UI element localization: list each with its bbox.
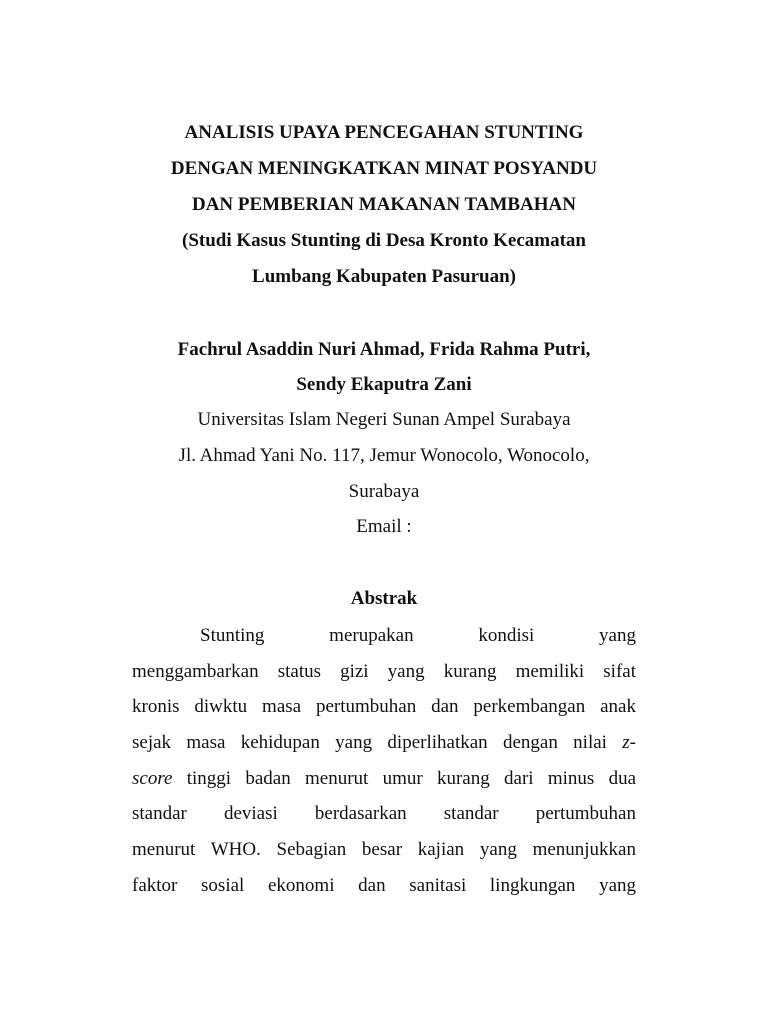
abstract-line-4 xyxy=(132,725,636,761)
abstract-line-1: Stunting merupakan kondisi yang xyxy=(200,625,636,646)
abstract-line-6: standar deviasi berdasarkan standar pertumbuhan xyxy=(132,803,636,825)
address-line-2: Surabaya xyxy=(348,481,420,502)
abstract-zscore-prefix: z- xyxy=(622,732,636,754)
subtitle-line-2: Lumbang Kabupaten Pasuruan) xyxy=(252,266,516,287)
title-line-3: DAN PEMBERIAN MAKANAN TAMBAHAN xyxy=(191,194,577,215)
abstract-heading: Abstrak xyxy=(350,588,418,609)
abstract-line-7: menurut WHO. Sebagian besar kajian yang menunjukkan xyxy=(132,839,636,861)
abstract-line-5 xyxy=(132,761,636,797)
title-line-2: DENGAN MENINGKATKAN MINAT POSYANDU xyxy=(170,158,598,179)
authors-line-1: Fachrul Asaddin Nuri Ahmad, Frida Rahma Putri, xyxy=(177,339,591,360)
address-line-1: Jl. Ahmad Yani No. 117, Jemur Wonocolo, Wonocolo, xyxy=(178,445,590,466)
abstract-line-4-text: sejak masa kehidupan yang diperlihatkan dengan nilai xyxy=(132,732,607,754)
authors-line-2: Sendy Ekaputra Zani xyxy=(296,374,472,395)
email-label: Email : xyxy=(356,516,412,537)
abstract-body xyxy=(132,618,636,904)
abstract-line-3: kronis diwktu masa pertumbuhan dan perkembangan anak xyxy=(132,696,636,718)
abstract-line-8: faktor sosial ekonomi dan sanitasi lingkungan yang xyxy=(132,874,636,896)
abstract-zscore-suffix: score xyxy=(132,767,173,789)
abstract-line-5-text: tinggi badan menurut umur kurang dari minus dua xyxy=(172,767,636,789)
title-line-1: ANALISIS UPAYA PENCEGAHAN STUNTING xyxy=(184,122,584,143)
institution: Universitas Islam Negeri Sunan Ampel Surabaya xyxy=(197,409,571,430)
subtitle-line-1: (Studi Kasus Stunting di Desa Kronto Kecamatan xyxy=(182,230,586,251)
abstract-line-2: menggambarkan status gizi yang kurang memiliki sifat xyxy=(132,660,636,682)
